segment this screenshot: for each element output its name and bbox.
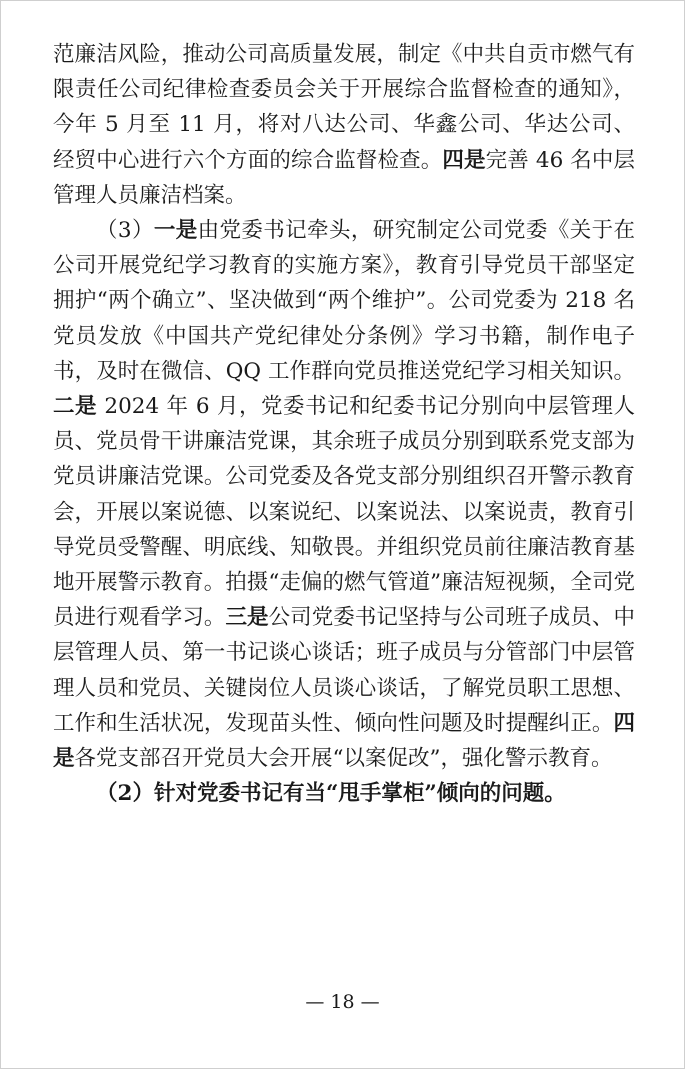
paragraph-2-bold-segment: 二是: [53, 394, 98, 420]
paragraph-2-segment: 2024 年 6 月，党委书记和纪委书记分别向中层管理人员、党员骨干讲廉洁党课，其余班子成员分别到联系党支部为党员讲廉洁党课。公司党委及各党支部分别组织召开警示教育会，开展以案说德、以案说纪、以案说法、以案说责，教育引导党员受警醒、明底线、知敬畏。并组织党员前往廉洁教育基地开展警示教育。拍摄“走偏的燃气管道”廉洁短视频，全司党员进行观看学习。: [53, 394, 635, 631]
paragraph-1: [53, 37, 635, 213]
paragraph-2-segment: （3）: [96, 218, 154, 244]
paragraph-1-bold-segment: 四是: [442, 147, 486, 173]
paragraph-1-segment: 范廉洁风险，推动公司高质量发展，制定《中共自贡市燃气有限责任公司纪律检查委员会关于开展综合监督检查的通知》，今年 5 月至 11 月，将对八达公司、华鑫公司、华达公司、经贸中心进行六个方面的综合监督检查。: [53, 42, 635, 173]
paragraph-2-segment: 由党委书记牵头，研究制定公司党委《关于在公司开展党纪学习教育的实施方案》，教育引导党员干部坚定拥护“两个确立”、坚决做到“两个维护”。公司党委为 218 名党员发放《中国共产党纪律处分条例》学习书籍，制作电子书，及时在微信、QQ 工作群向党员推送党纪学习相关知识。: [53, 218, 635, 384]
paragraph-2-segment: 各党支部召开党员大会开展“以案促改”，强化警示教育。: [74, 746, 613, 772]
paragraph-2-bold-segment: 三是: [225, 605, 269, 631]
paragraph-1-segment: 完善 46 名中层管理人员廉洁档案。: [53, 147, 635, 208]
document-body: [53, 37, 635, 811]
paragraph-2-segment: 公司党委书记坚持与公司班子成员、中层管理人员、第一书记谈心谈话；班子成员与分管部门中层管理人员和党员、关键岗位人员谈心谈话，了解党员职工思想、工作和生活状况，发现苗头性、倾向性问题及时提醒纠正。: [53, 605, 635, 736]
page-number: — 18 —: [305, 991, 380, 1013]
paragraph-2: [53, 213, 635, 776]
section-heading: （2）针对党委书记有当“甩手掌柜”倾向的问题。: [96, 781, 566, 807]
paragraph-2-bold-segment: 一是: [153, 218, 198, 244]
paragraph-2-bold-segment: 四是: [53, 710, 635, 772]
